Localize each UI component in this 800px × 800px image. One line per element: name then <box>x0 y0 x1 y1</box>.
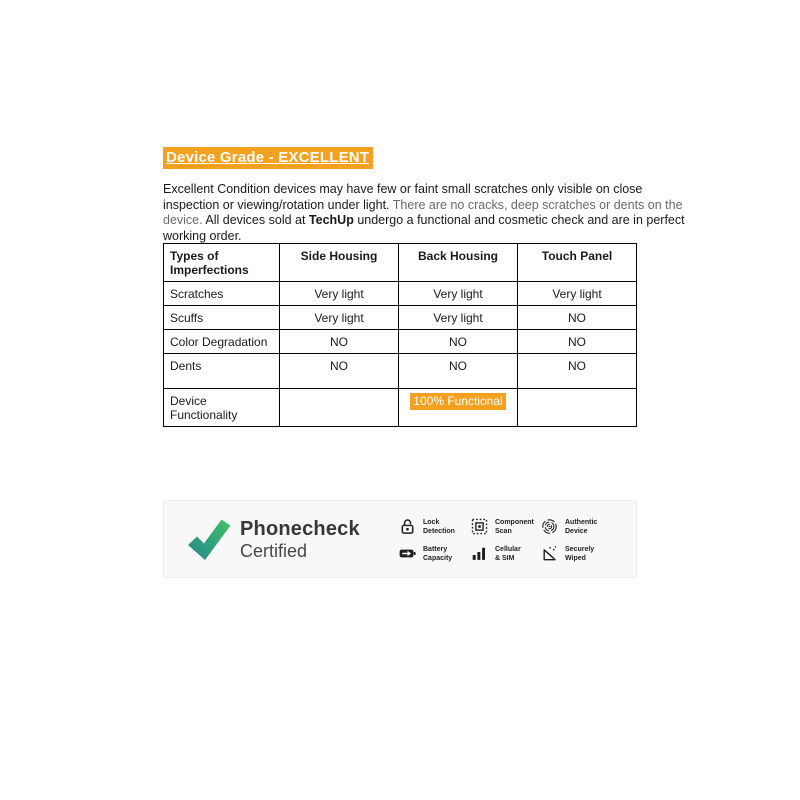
certification-features <box>399 518 607 563</box>
feature-battery-capacity <box>399 545 471 563</box>
table-header-row <box>164 244 637 282</box>
description-part-1: Excellent Condition devices may have few or faint small scratches only visible on close inspection or viewing/rotation under light. <box>163 182 643 212</box>
functional-status-badge: 100% Functional <box>410 393 505 410</box>
cell-touch: Very light <box>518 282 637 306</box>
cell-side: NO <box>280 330 399 354</box>
header-side-housing: Side Housing <box>280 244 399 282</box>
fingerprint-icon <box>541 518 558 535</box>
row-label: Color Degradation <box>164 330 280 354</box>
cell-back <box>399 389 518 427</box>
phonecheck-checkmark-logo <box>184 515 234 565</box>
header-touch-panel: Touch Panel <box>518 244 637 282</box>
cell-back: Very light <box>399 306 518 330</box>
header-types-of-imperfections: Types of Imperfections <box>164 244 280 282</box>
description-part-gray: There are no cracks, deep scratches or dents on the device. <box>163 197 683 228</box>
feature-label: Securely Wiped <box>565 546 595 562</box>
feature-lock-detection <box>399 518 471 536</box>
component-scan-icon <box>471 518 488 535</box>
feature-label: Component Scan <box>495 519 534 535</box>
condition-description <box>163 182 697 244</box>
feature-label: Authentic Device <box>565 519 598 535</box>
cell-back: Very light <box>399 282 518 306</box>
cell-touch: NO <box>518 354 637 389</box>
row-label: Dents <box>164 354 280 389</box>
cell-touch: NO <box>518 306 637 330</box>
cell-side: NO <box>280 354 399 389</box>
phonecheck-certified-banner <box>163 500 637 578</box>
row-label: Scuffs <box>164 306 280 330</box>
page-title: Device Grade - EXCELLENT <box>163 147 373 169</box>
row-label: Device Functionality <box>164 389 280 427</box>
description-part-4: undergo a functional and cosmetic check and are in perfect working order. <box>163 213 685 243</box>
feature-cellular-sim <box>471 545 541 563</box>
feature-label: Lock Detection <box>423 519 455 535</box>
battery-icon <box>399 545 416 562</box>
cellular-bars-icon <box>471 545 488 562</box>
table-row-device-functionality <box>164 389 637 427</box>
cell-back: NO <box>399 354 518 389</box>
cell-side: Very light <box>280 282 399 306</box>
cell-touch <box>518 389 637 427</box>
brand-name: TechUp <box>308 213 354 228</box>
table-row <box>164 354 637 389</box>
cell-back: NO <box>399 330 518 354</box>
wipe-icon <box>541 545 558 562</box>
table-row <box>164 330 637 354</box>
cell-side <box>280 389 399 427</box>
table-row <box>164 282 637 306</box>
feature-component-scan <box>471 518 541 536</box>
feature-authentic-device <box>541 518 607 536</box>
cell-side: Very light <box>280 306 399 330</box>
phonecheck-certified-text: Certified <box>240 541 308 561</box>
row-label: Scratches <box>164 282 280 306</box>
header-back-housing: Back Housing <box>399 244 518 282</box>
phonecheck-wordmark <box>240 518 360 562</box>
lock-icon <box>399 518 416 535</box>
feature-securely-wiped <box>541 545 607 563</box>
description-part-3: All devices sold at <box>205 213 309 228</box>
feature-label: Cellular & SIM <box>495 546 521 562</box>
feature-label: Battery Capacity <box>423 546 453 562</box>
table-row <box>164 306 637 330</box>
cell-touch: NO <box>518 330 637 354</box>
phonecheck-brand-text: Phonecheck <box>240 518 360 540</box>
imperfections-table <box>163 243 637 427</box>
